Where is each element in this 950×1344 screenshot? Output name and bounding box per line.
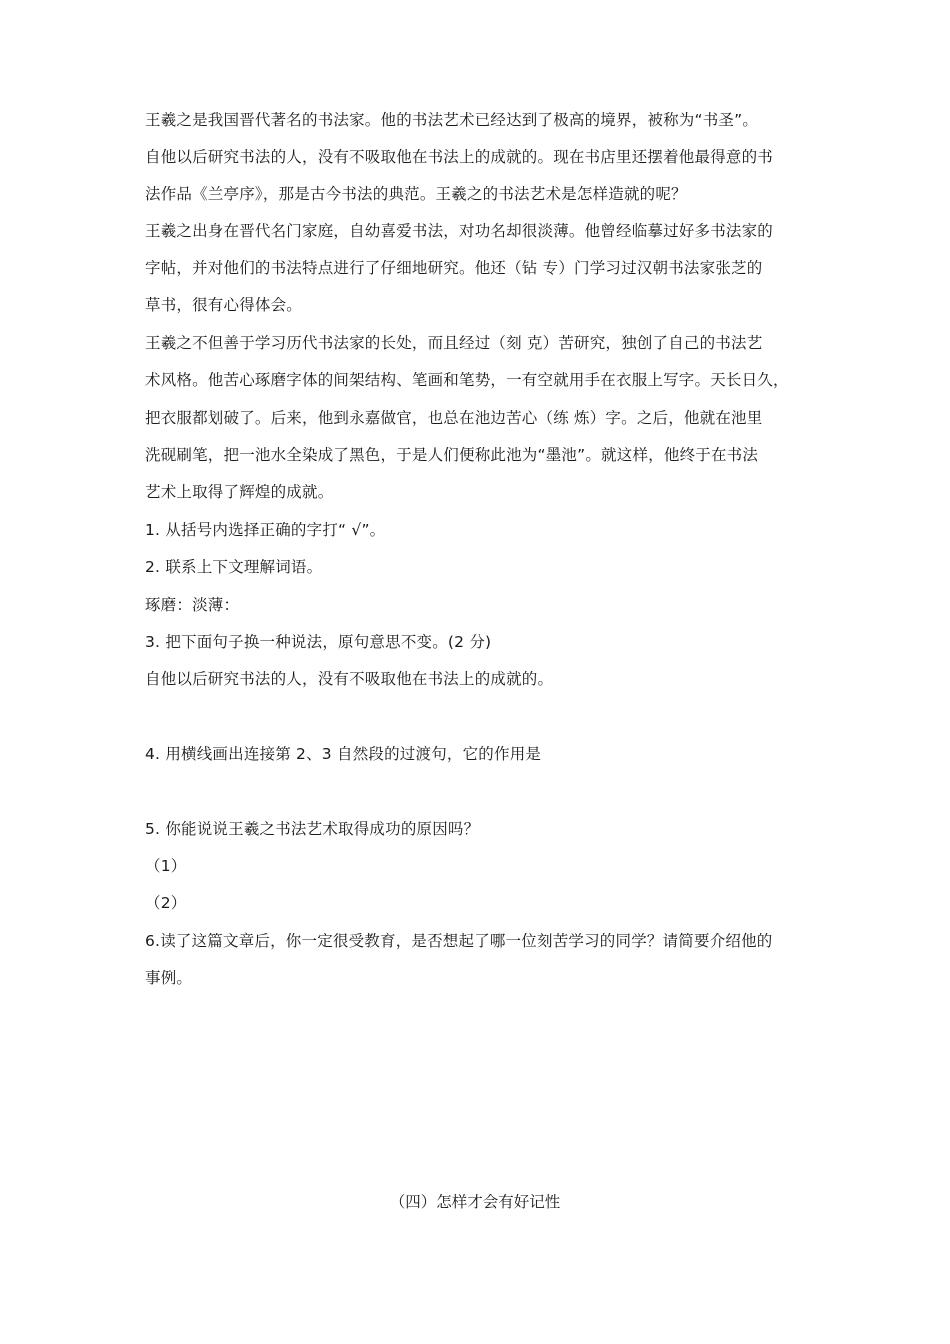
question-1: 1. 从括号内选择正确的字打“ √”。 [145,521,386,539]
passage-line: 自他以后研究书法的人，没有不吸取他在书法上的成就的。现在书店里还摆着他最得意的书 [145,148,774,166]
question-3: 3. 把下面句子换一种说法，原句意思不变。(2 分) [145,633,492,651]
section-title: （四）怎样才会有好记性 [389,1193,561,1211]
passage-line: 把衣服都划破了。后来，他到永嘉做官，也总在池边苦心（练 炼）字。之后，他就在池里 [145,409,763,427]
passage-line: 术风格。他苦心琢磨字体的间架结构、笔画和笔势，一有空就用手在衣服上写字。天长日久， [145,371,789,389]
question-5-answer-1: （1） [145,857,187,875]
question-6: 6.读了这篇文章后，你一定很受教育，是否想起了哪一位刻苦学习的同学？请简要介绍他的 [145,932,773,950]
passage-line: 法作品《兰亭序》，那是古今书法的典范。王羲之的书法艺术是怎样造就的呢？ [145,185,687,203]
passage-line: 草书，很有心得体会。 [145,296,303,314]
question-5: 5. 你能说说王羲之书法艺术取得成功的原因吗？ [145,820,480,838]
passage-line: 王羲之是我国晋代著名的书法家。他的书法艺术已经达到了极高的境界，被称为“书圣”。 [145,111,759,129]
question-5-answer-2: （2） [145,894,187,912]
passage-line: 王羲之出身在晋代名门家庭，自幼喜爱书法，对功名却很淡薄。他曾经临摹过好多书法家的 [145,222,774,240]
passage-line: 字帖，并对他们的书法特点进行了仔细地研究。他还（钻 专）门学习过汉朝书法家张芝的 [145,259,763,277]
passage-line: 艺术上取得了辉煌的成就。 [145,483,334,501]
question-4: 4. 用横线画出连接第 2、3 自然段的过渡句，它的作用是 [145,745,542,763]
passage-line: 王羲之不但善于学习历代书法家的长处，而且经过（刻 克）苦研究，独创了自己的书法艺 [145,334,763,352]
question-6-continued: 事例。 [145,969,193,987]
question-3-sentence: 自他以后研究书法的人，没有不吸取他在书法上的成就的。 [145,670,554,688]
question-2: 2. 联系上下文理解词语。 [145,558,323,576]
question-2-terms: 琢磨：淡薄： [145,596,240,614]
passage-line: 洗砚刷笔，把一池水全染成了黑色，于是人们便称此池为“墨池”。就这样，他终于在书法 [145,446,759,464]
